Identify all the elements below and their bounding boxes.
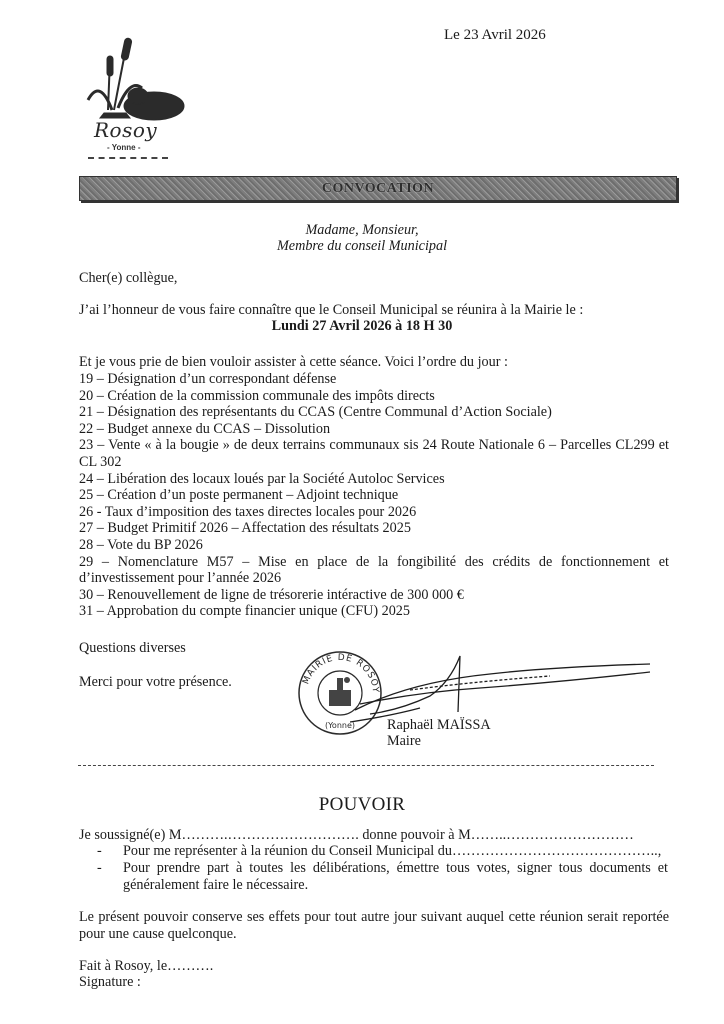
bullet-marker: - (97, 860, 102, 876)
agenda-item: 30 – Renouvellement de ligne de trésorerie intéractive de 300 000 € (79, 586, 464, 603)
pouvoir-line1: Je soussigné(e) M……….………………………. donne pouvoir à M……..……………………… (79, 827, 634, 843)
bullet-marker: - (97, 843, 102, 859)
agenda-item: 28 – Vote du BP 2026 (79, 536, 203, 553)
salutation: Cher(e) collègue, (79, 270, 178, 286)
agenda-item: 27 – Budget Primitif 2026 – Affectation des résultats 2025 (79, 520, 411, 537)
agenda-item: 20 – Création de la commission communale des impôts directs (79, 387, 435, 404)
place-date: Fait à Rosoy, le………. (79, 958, 214, 974)
agenda-item: 25 – Création d’un poste permanent – Adjoint technique (79, 487, 399, 504)
logo-name: Rosoy (94, 118, 158, 142)
stamp-top-text: MAIRIE DE ROSOY (301, 652, 381, 694)
pouvoir-title: POUVOIR (318, 794, 406, 815)
stamp-bottom-text: (Yonne) (324, 721, 356, 730)
agenda-list (79, 371, 669, 620)
agenda-item: 22 – Budget annexe du CCAS – Dissolution (79, 420, 331, 437)
agenda-item: 31 – Approbation du compte financier unique (CFU) 2025 (79, 603, 410, 620)
thanks-text: Merci pour votre présence. (79, 674, 232, 690)
agenda-intro: Et je vous prie de bien vouloir assister à cette séance. Voici l’ordre du jour : (79, 354, 508, 370)
intro-paragraph: J’ai l’honneur de vous faire connaître que le Conseil Municipal se réunira à la Mairie le : (79, 302, 584, 318)
agenda-item: 21 – Désignation des représentants du CCAS (Centre Communal d’Action Sociale) (79, 404, 552, 421)
logo-underline (88, 157, 168, 159)
agenda-item: 24 – Libération des locaux loués par la Société Autoloc Services (79, 470, 445, 487)
mayor-title: Maire (387, 733, 421, 749)
cut-line-separator (78, 765, 654, 766)
agenda-item: 23 – Vente « à la bougie » de deux terrains communaux sis 24 Route Nationale 6 – Parcelles CL299 et CL 302 (79, 437, 669, 470)
pouvoir-bullet: Pour prendre part à toutes les délibérations, émettre tous votes, signer tous documents et généralement faire le nécessaire. (123, 860, 668, 893)
signature-label: Signature : (79, 974, 141, 990)
pouvoir-validity: Le présent pouvoir conserve ses effets pour tout autre jour suivant auquel cette réunion serait reportée pour une cause quelconque. (79, 909, 669, 942)
letter-date: Le 23 Avril 2026 (444, 27, 546, 43)
agenda-item: 19 – Désignation d’un correspondant défense (79, 371, 337, 387)
addressee-line2: Membre du conseil Municipal (276, 238, 448, 254)
addressee-line1: Madame, Monsieur, (305, 222, 419, 238)
mayor-name: Raphaël MAÏSSA (387, 717, 491, 733)
banner-title: CONVOCATION (321, 180, 435, 196)
convocation-banner (79, 176, 677, 201)
agenda-item: 29 – Nomenclature M57 – Mise en place de la fongibilité des crédits de fonctionnement et d’investissement pour l’année 2026 (79, 553, 669, 587)
questions-diverses: Questions diverses (79, 640, 186, 656)
logo-subtitle: - Yonne - (107, 143, 141, 152)
meeting-date: Lundi 27 Avril 2026 à 18 H 30 (271, 318, 453, 334)
agenda-item: 26 - Taux d’imposition des taxes directes locales pour 2026 (79, 503, 417, 520)
pouvoir-bullet: Pour me représenter à la réunion du Conseil Municipal du…………………………………….., (123, 843, 662, 859)
